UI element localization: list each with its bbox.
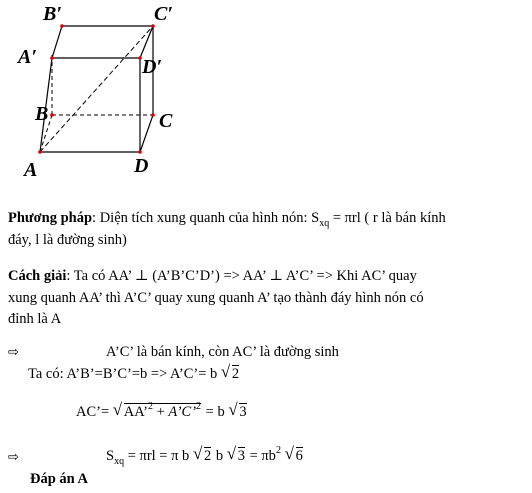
step-1: A’C’ là bán kính, còn AC’ là đường sinh — [106, 344, 339, 360]
solution-line-1-text: : Ta có AA’ ⊥ (A’B’C’D’) => AA’ ⊥ A’C’ => Khi AC’ quay — [66, 268, 417, 284]
label-A-prime: A′ — [18, 46, 37, 68]
sup-aa: 2 — [147, 401, 153, 412]
step-2 — [28, 364, 240, 384]
step-3-mid: = b — [202, 404, 229, 420]
sqrt-2 — [221, 364, 240, 384]
method-line-1 — [8, 208, 446, 230]
vertex-A-prime — [50, 56, 54, 60]
step-3 — [76, 402, 248, 422]
method-text-1: : Diện tích xung quanh của hình nón: S — [92, 210, 320, 226]
sqrt-3 — [228, 402, 247, 422]
arrow-icon-2: ⇨ — [8, 450, 19, 465]
method-line-2: đáy, l là đường sinh) — [8, 232, 127, 248]
diagonal-AC-prime — [40, 26, 153, 152]
label-D-prime: D′ — [142, 56, 163, 78]
sqrt-3-radicand: 3 — [239, 404, 247, 420]
vertex-D — [138, 150, 142, 154]
label-A: A — [24, 159, 38, 181]
sqrt-6 — [285, 446, 304, 466]
step-4 — [106, 446, 304, 468]
sqrt-ac-radicand — [124, 403, 201, 422]
sqrt-3b — [227, 446, 246, 466]
step-4-b: b — [212, 448, 227, 464]
method-text-2: = πrl ( r là bán kính — [329, 210, 446, 226]
term-aa: AA’ — [123, 404, 148, 420]
sqrt-ac — [113, 402, 202, 422]
sqrt-3b-radicand: 3 — [237, 448, 245, 464]
label-D: D — [134, 155, 149, 177]
solution-line-2: xung quanh AA’ thì A’C’ quay xung quanh A’ tạo thành đáy hình nón có — [8, 290, 424, 306]
sqrt-2b-radicand: 2 — [203, 448, 212, 464]
step-4-eq: = πrl = π b — [124, 448, 193, 464]
solution-line-3: đỉnh là A — [8, 311, 62, 327]
plus-sign: + — [152, 404, 169, 420]
solution-line-1 — [8, 266, 417, 286]
label-B-prime: B′ — [43, 3, 62, 25]
method-sub: xq — [319, 218, 330, 229]
step-2-prefix: Ta có: A’B’=B’C’=b => A’C’= b — [28, 366, 221, 382]
sup-ac: 2 — [196, 401, 202, 412]
term-ac: A’C’ — [168, 404, 197, 420]
step-4-s: S — [106, 448, 115, 464]
vertex-C — [151, 113, 155, 117]
edge-C-prime-D-prime — [140, 26, 153, 58]
label-B: B — [35, 103, 49, 125]
sqrt-6-radicand: 6 — [295, 448, 303, 464]
solution-title: Cách giải — [8, 268, 67, 284]
method-title: Phương pháp — [8, 210, 93, 226]
answer — [30, 469, 88, 489]
step-4-eq2: = πb — [245, 448, 276, 464]
label-C-prime: C′ — [154, 3, 173, 25]
arrow-icon-1: ⇨ — [8, 345, 19, 360]
sqrt-2-radicand: 2 — [231, 366, 240, 382]
step-4-sup: 2 — [275, 445, 281, 456]
step-3-prefix: AC’= — [76, 404, 113, 420]
answer-text: Đáp án A — [30, 471, 89, 487]
sqrt-2b — [193, 446, 212, 466]
cube-figure — [10, 0, 200, 185]
vertex-A — [38, 150, 42, 154]
label-C: C — [159, 110, 173, 132]
edge-DC — [140, 115, 153, 152]
step-4-sub: xq — [114, 456, 125, 467]
edge-B-prime-A-prime — [52, 26, 62, 58]
vertex-B — [50, 113, 54, 117]
